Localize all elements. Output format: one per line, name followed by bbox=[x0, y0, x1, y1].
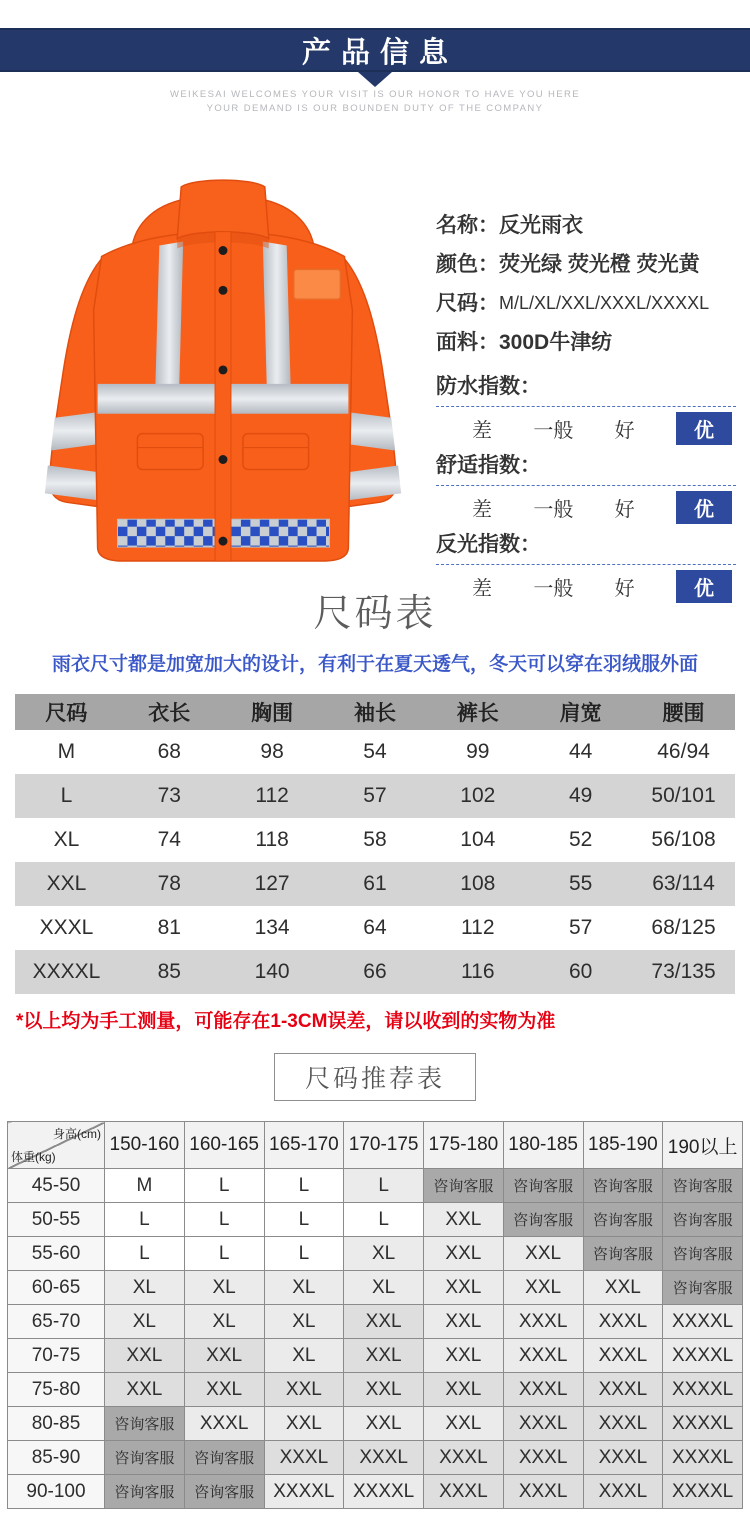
rec-row bbox=[8, 1373, 743, 1407]
banner-subtitle bbox=[0, 88, 750, 116]
rec-cell: XXXL bbox=[503, 1305, 583, 1339]
product-details bbox=[432, 138, 750, 600]
index-level-selected: 优 bbox=[676, 491, 732, 524]
rec-cell: XXL bbox=[424, 1271, 504, 1305]
rec-cell: XXL bbox=[264, 1407, 344, 1441]
size-table-cell: 57 bbox=[324, 774, 427, 818]
measure-note: *以上均为手工测量，可能存在1-3CM误差，请以收到的实物为准 bbox=[16, 1011, 556, 1032]
size-table-cell: 99 bbox=[466, 740, 490, 763]
size-table-cell: 66 bbox=[324, 950, 427, 994]
rec-cell: XXXL bbox=[503, 1475, 583, 1509]
size-table-cell: 49 bbox=[529, 774, 632, 818]
rec-cell: XL bbox=[264, 1339, 344, 1373]
index-level-row bbox=[436, 406, 736, 449]
rec-weight-cell: 45-50 bbox=[8, 1169, 105, 1203]
index-level: 差 bbox=[472, 499, 492, 521]
rec-cell: L bbox=[105, 1203, 185, 1237]
rec-cell: 咨询客服 bbox=[424, 1169, 504, 1203]
rec-cell: XXL bbox=[105, 1339, 185, 1373]
size-table-cell: 64 bbox=[363, 916, 387, 939]
rec-header-cell: 165-170 bbox=[264, 1122, 344, 1169]
size-table-header-row bbox=[15, 694, 735, 730]
size-table-row bbox=[15, 862, 735, 906]
rec-cell: XXXXL bbox=[663, 1407, 743, 1441]
rec-weight-cell: 90-100 bbox=[8, 1475, 105, 1509]
rec-cell: XXL bbox=[344, 1305, 424, 1339]
rec-cell: L bbox=[264, 1169, 344, 1203]
rec-cell: XL bbox=[184, 1271, 264, 1305]
rec-cell: XXL bbox=[344, 1407, 424, 1441]
size-table-cell: 52 bbox=[568, 828, 593, 851]
rec-row bbox=[8, 1441, 743, 1475]
rec-cell: 咨询客服 bbox=[583, 1203, 663, 1237]
rec-cell: XXL bbox=[344, 1373, 424, 1407]
rec-cell: 咨询客服 bbox=[105, 1407, 185, 1441]
spec-label: 颜色： bbox=[436, 253, 499, 276]
rec-cell: XXXXL bbox=[344, 1475, 424, 1509]
size-table bbox=[15, 694, 735, 994]
recommend-table bbox=[7, 1121, 743, 1509]
size-table-cell: XL bbox=[53, 828, 80, 851]
rec-cell: XL bbox=[184, 1305, 264, 1339]
rec-cell: XXXL bbox=[424, 1475, 504, 1509]
size-table-header-cell: 衣长 bbox=[118, 694, 221, 730]
rec-weight-cell: 70-75 bbox=[8, 1339, 105, 1373]
rec-weight-cell: 55-60 bbox=[8, 1237, 105, 1271]
rec-cell: XXL bbox=[184, 1339, 264, 1373]
index-level: 一般 bbox=[533, 499, 574, 521]
rec-cell: XXXL bbox=[424, 1441, 504, 1475]
index-label: 舒适指数： bbox=[436, 454, 541, 477]
size-table-cell: 57 bbox=[568, 916, 593, 939]
size-table-cell: 104 bbox=[460, 828, 496, 851]
rec-cell: 咨询客服 bbox=[184, 1441, 264, 1475]
rec-header-cell: 180-185 bbox=[503, 1122, 583, 1169]
rec-cell: XXXL bbox=[344, 1441, 424, 1475]
size-table-cell: 116 bbox=[426, 950, 529, 994]
size-table-intro: 雨衣尺寸都是加宽加大的设计，有利于在夏天透气，冬天可以穿在羽绒服外面 bbox=[51, 654, 698, 675]
rec-cell: XL bbox=[105, 1271, 185, 1305]
spec-row bbox=[436, 245, 736, 284]
spec-list bbox=[436, 206, 736, 362]
rec-cell: 咨询客服 bbox=[105, 1475, 185, 1509]
size-table-cell: 58 bbox=[363, 828, 387, 851]
size-table-cell: 127 bbox=[221, 862, 324, 906]
rec-cell: 咨询客服 bbox=[583, 1237, 663, 1271]
index-level: 好 bbox=[614, 499, 635, 521]
rec-cell: L bbox=[344, 1169, 424, 1203]
rec-weight-cell: 50-55 bbox=[8, 1203, 105, 1237]
rec-cell: XXXXL bbox=[663, 1339, 743, 1373]
size-table-cell: XXXXL bbox=[15, 950, 118, 994]
rec-weight-cell: 65-70 bbox=[8, 1305, 105, 1339]
size-table-cell: 73/135 bbox=[632, 950, 735, 994]
rec-header-cell: 170-175 bbox=[344, 1122, 424, 1169]
rec-cell: XXL bbox=[184, 1373, 264, 1407]
size-table-cell: 63/114 bbox=[632, 862, 735, 906]
size-table-header-cell: 裤长 bbox=[426, 694, 529, 730]
rec-cell: L bbox=[344, 1203, 424, 1237]
index-level: 好 bbox=[614, 420, 635, 442]
rec-cell: 咨询客服 bbox=[583, 1169, 663, 1203]
rec-cell: XXL bbox=[424, 1203, 504, 1237]
rec-cell: 咨询客服 bbox=[663, 1169, 743, 1203]
banner-subtitle-line1: WEIKESAI WELCOMES YOUR VISIT IS OUR HONOR TO HAVE YOU HERE bbox=[169, 89, 581, 100]
size-table-cell: 85 bbox=[118, 950, 221, 994]
index-level: 差 bbox=[472, 578, 492, 600]
index-block bbox=[436, 372, 736, 449]
size-table-cell: 112 bbox=[461, 916, 495, 939]
size-table-cell: 118 bbox=[255, 828, 289, 851]
size-table-row bbox=[15, 818, 735, 862]
rec-row bbox=[8, 1237, 743, 1271]
size-table-cell: 140 bbox=[221, 950, 324, 994]
size-table-cell: 55 bbox=[529, 862, 632, 906]
size-table-row bbox=[15, 950, 735, 994]
rec-cell: XXXL bbox=[583, 1373, 663, 1407]
size-table-cell: 134 bbox=[254, 916, 290, 939]
spec-row bbox=[436, 284, 736, 323]
index-level: 差 bbox=[472, 420, 492, 442]
size-table-cell: 112 bbox=[221, 774, 324, 818]
rec-cell: XXL bbox=[424, 1339, 504, 1373]
rec-cell: XXL bbox=[503, 1237, 583, 1271]
rec-header-cell: 160-165 bbox=[184, 1122, 264, 1169]
size-table-cell: 98 bbox=[260, 740, 284, 763]
rec-cell: 咨询客服 bbox=[503, 1203, 583, 1237]
rec-row bbox=[8, 1203, 743, 1237]
size-table-row bbox=[15, 774, 735, 818]
rec-weight-cell: 75-80 bbox=[8, 1373, 105, 1407]
size-table-header-cell: 肩宽 bbox=[529, 694, 632, 730]
page-title: 产品信息 bbox=[301, 36, 458, 69]
size-table-cell: 61 bbox=[324, 862, 427, 906]
size-table-cell: 81 bbox=[157, 916, 181, 939]
banner-pointer-icon bbox=[358, 72, 392, 87]
index-block bbox=[436, 530, 736, 607]
rec-cell: L bbox=[184, 1203, 264, 1237]
rec-header-cell: 190以上 bbox=[663, 1122, 743, 1169]
index-label: 防水指数： bbox=[436, 375, 541, 398]
index-level: 一般 bbox=[533, 578, 574, 600]
size-table-cell: 68/125 bbox=[651, 916, 716, 939]
size-table-header-cell: 袖长 bbox=[324, 694, 427, 730]
spec-label: 尺码： bbox=[436, 292, 499, 315]
index-block bbox=[436, 451, 736, 528]
size-table-cell: 108 bbox=[426, 862, 529, 906]
rec-cell: XXXL bbox=[503, 1441, 583, 1475]
index-level-row bbox=[436, 485, 736, 528]
raincoat-illustration bbox=[14, 138, 432, 578]
rec-cell: XXL bbox=[583, 1271, 663, 1305]
size-table-cell: 102 bbox=[426, 774, 529, 818]
rec-cell: XXL bbox=[105, 1373, 185, 1407]
spec-value: 300D牛津纺 bbox=[499, 331, 613, 354]
rec-cell: XL bbox=[264, 1271, 344, 1305]
rec-row bbox=[8, 1407, 743, 1441]
size-table-header-cell: 尺码 bbox=[15, 694, 118, 730]
size-table-cell: 50/101 bbox=[632, 774, 735, 818]
rec-row bbox=[8, 1305, 743, 1339]
size-table-cell: L bbox=[15, 774, 118, 818]
size-table-cell: 44 bbox=[568, 740, 593, 763]
rec-cell: 咨询客服 bbox=[503, 1169, 583, 1203]
size-table-cell: 54 bbox=[363, 740, 387, 763]
rec-cell: XXXL bbox=[583, 1475, 663, 1509]
index-level-selected: 优 bbox=[676, 570, 732, 603]
rec-cell: XXL bbox=[424, 1305, 504, 1339]
rec-cell: XXXL bbox=[583, 1407, 663, 1441]
rec-cell: L bbox=[264, 1203, 344, 1237]
corner-height-label: 身高(cm) bbox=[53, 1127, 101, 1141]
rec-header-cell: 175-180 bbox=[424, 1122, 504, 1169]
rec-cell: 咨询客服 bbox=[663, 1271, 743, 1305]
spec-label: 面料： bbox=[436, 331, 499, 354]
rec-cell: XXL bbox=[264, 1373, 344, 1407]
rec-cell: XL bbox=[105, 1305, 185, 1339]
size-table-header-cell: 腰围 bbox=[632, 694, 735, 730]
rec-cell: 咨询客服 bbox=[184, 1475, 264, 1509]
recommend-table-title: 尺码推荐表 bbox=[274, 1053, 476, 1101]
spec-value: M/L/XL/XXL/XXXL/XXXXL bbox=[499, 293, 710, 313]
size-table-cell: 60 bbox=[529, 950, 632, 994]
spec-row bbox=[436, 206, 736, 245]
rec-cell: XXL bbox=[344, 1339, 424, 1373]
rec-cell: XXXL bbox=[583, 1305, 663, 1339]
size-table-cell: 68 bbox=[157, 740, 181, 763]
rec-cell: XXXL bbox=[583, 1441, 663, 1475]
product-section bbox=[0, 138, 750, 600]
rec-cell: XXXXL bbox=[264, 1475, 344, 1509]
rec-cell: XXL bbox=[424, 1373, 504, 1407]
rec-header-cell: 185-190 bbox=[583, 1122, 663, 1169]
rec-cell: XXXL bbox=[184, 1407, 264, 1441]
product-image-raincoat bbox=[0, 138, 432, 580]
rec-header-row bbox=[8, 1122, 743, 1169]
size-table-cell: M bbox=[57, 740, 76, 763]
rec-cell: 咨询客服 bbox=[663, 1203, 743, 1237]
index-level: 好 bbox=[614, 578, 635, 600]
rec-cell: XXXL bbox=[264, 1441, 344, 1475]
rec-corner-cell bbox=[8, 1122, 105, 1169]
rec-weight-cell: 80-85 bbox=[8, 1407, 105, 1441]
size-table-title: 尺码表 bbox=[313, 593, 437, 635]
rec-weight-cell: 85-90 bbox=[8, 1441, 105, 1475]
rec-cell: M bbox=[105, 1169, 185, 1203]
rec-cell: XXXXL bbox=[663, 1441, 743, 1475]
size-table-row bbox=[15, 906, 735, 950]
index-level-row bbox=[436, 564, 736, 607]
size-table-cell: 46/94 bbox=[657, 740, 710, 763]
rec-cell: XXL bbox=[424, 1407, 504, 1441]
rec-weight-cell: 60-65 bbox=[8, 1271, 105, 1305]
size-table-header-cell: 胸围 bbox=[221, 694, 324, 730]
rec-row bbox=[8, 1475, 743, 1509]
rec-cell: L bbox=[264, 1237, 344, 1271]
rec-cell: XL bbox=[264, 1305, 344, 1339]
spec-value: 反光雨衣 bbox=[499, 214, 583, 237]
rec-cell: XXXXL bbox=[663, 1475, 743, 1509]
size-table-cell: XXL bbox=[15, 862, 118, 906]
rec-row bbox=[8, 1169, 743, 1203]
banner bbox=[0, 28, 750, 72]
rec-cell: 咨询客服 bbox=[663, 1237, 743, 1271]
rec-cell: XXXXL bbox=[663, 1373, 743, 1407]
index-level: 一般 bbox=[533, 420, 574, 442]
rec-header-cell: 150-160 bbox=[105, 1122, 185, 1169]
rec-row bbox=[8, 1271, 743, 1305]
size-table-cell: 78 bbox=[118, 862, 221, 906]
size-table-cell: 56/108 bbox=[651, 828, 716, 851]
rec-cell: 咨询客服 bbox=[105, 1441, 185, 1475]
spec-value: 荧光绿 荧光橙 荧光黄 bbox=[499, 253, 700, 276]
rec-cell: L bbox=[184, 1169, 264, 1203]
rec-cell: XXXL bbox=[583, 1339, 663, 1373]
corner-weight-label: 体重(kg) bbox=[11, 1150, 56, 1164]
spec-row bbox=[436, 323, 736, 362]
rec-row bbox=[8, 1339, 743, 1373]
rec-cell: XL bbox=[344, 1237, 424, 1271]
rec-cell: XXXL bbox=[503, 1373, 583, 1407]
banner-subtitle-line2: YOUR DEMAND IS OUR BOUNDEN DUTY OF THE COMPANY bbox=[206, 103, 544, 114]
rec-cell: XXXL bbox=[503, 1407, 583, 1441]
rec-cell: XXL bbox=[503, 1271, 583, 1305]
spec-label: 名称： bbox=[436, 214, 499, 237]
index-list bbox=[436, 372, 736, 607]
rec-cell: XXXXL bbox=[663, 1305, 743, 1339]
size-table-row bbox=[15, 730, 735, 774]
rec-cell: L bbox=[105, 1237, 185, 1271]
rec-cell: XL bbox=[344, 1271, 424, 1305]
rec-cell: XXL bbox=[424, 1237, 504, 1271]
size-table-cell: XXXL bbox=[39, 916, 94, 939]
index-level-selected: 优 bbox=[676, 412, 732, 445]
rec-cell: L bbox=[184, 1237, 264, 1271]
rec-cell: XXXL bbox=[503, 1339, 583, 1373]
size-table-cell: 74 bbox=[157, 828, 181, 851]
size-table-cell: 73 bbox=[118, 774, 221, 818]
index-label: 反光指数： bbox=[436, 533, 541, 556]
